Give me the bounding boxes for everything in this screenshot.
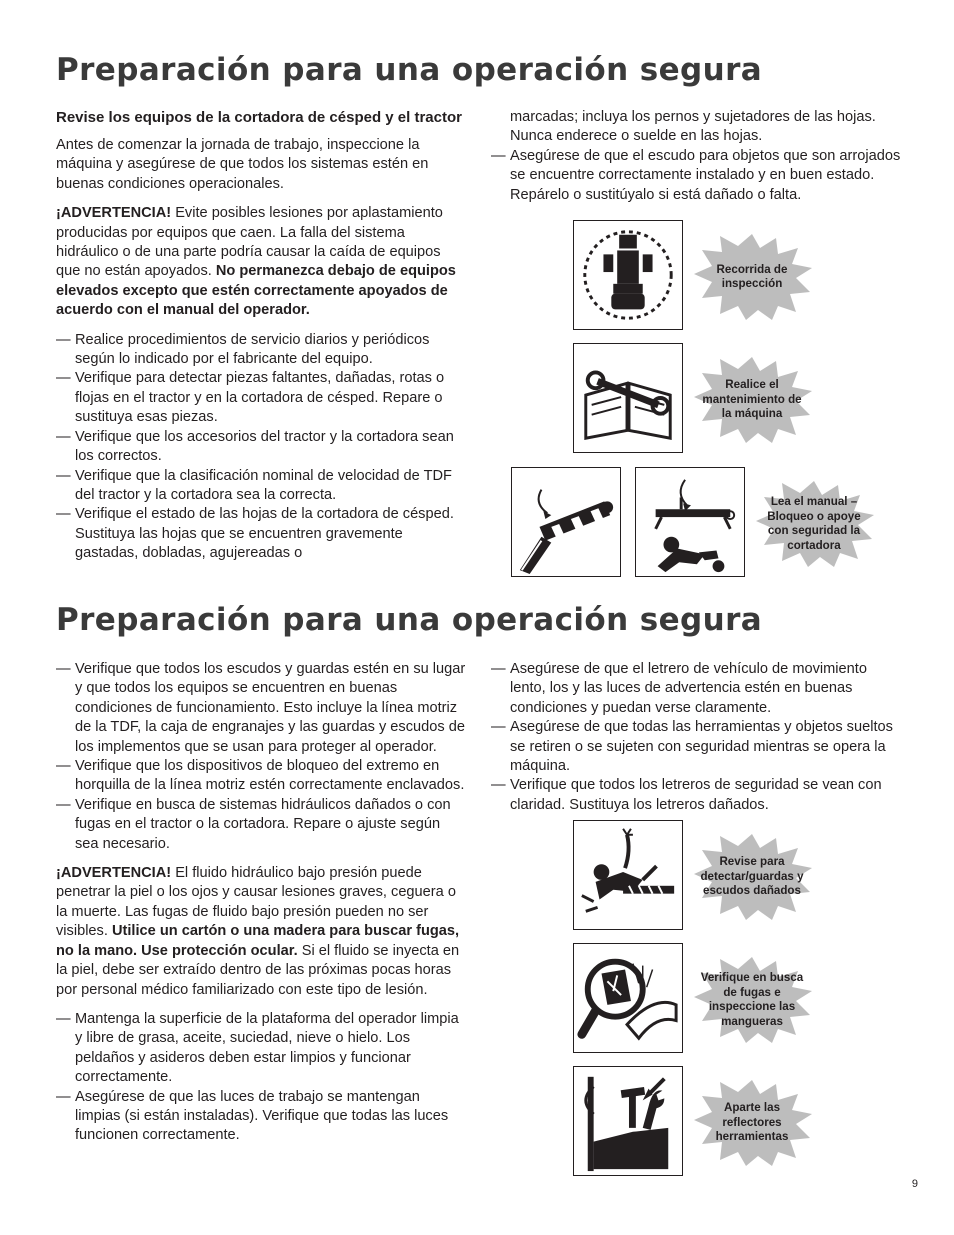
badge-burst	[690, 832, 814, 922]
section2-checklist-a	[56, 660, 466, 854]
badge-text: Verifique en busca de fugas e inspeccione las mangueras	[700, 971, 804, 1028]
list-item: — Mantenga la superficie de la plataforma del operador limpia y libre de grasa, aceite, suciedad, nieve o hielo. Los peldaños y asideros deben estar limpios y funcionar correctamente.	[56, 1010, 466, 1088]
section-title-1: Preparación para una operación segura	[56, 52, 763, 88]
list-item: — Asegúrese de que el escudo para objetos que son arrojados se encuentre correctamente instalado y en buen estado. Repárelo o sustitúyalo si está dañado o falta.	[491, 147, 901, 205]
list-item: — Verifique que los accesorios del tractor y la cortadora sean los correctos.	[56, 428, 466, 467]
list-item: — Verifique para detectar piezas faltantes, dañadas, rotas o flojas en el tractor y en la cortadora de césped. Repare o sustituya esas piezas.	[56, 369, 466, 427]
section1-checklist	[56, 331, 466, 564]
manual-wrench-icon	[573, 343, 683, 453]
section1-intro: Antes de comenzar la jornada de trabajo, inspeccione la máquina y asegúrese de que todos los sistemas estén en buenas condiciones operacionales.	[56, 137, 429, 192]
badge-burst	[690, 232, 814, 322]
section1-left-column	[56, 108, 466, 574]
list-item: — Asegúrese de que el letrero de vehículo de movimiento lento, los y las luces de advertencia estén en buenas condiciones y puedan verse claramente.	[491, 660, 901, 718]
list-item: — Verifique que todos los letreros de seguridad se vean con claridad. Sustituya los letreros dañados.	[491, 776, 901, 815]
list-item: — Verifique que la clasificación nominal de velocidad de TDF del tractor y la cortadora sea la correcta.	[56, 467, 466, 506]
section2-right-list	[491, 660, 901, 815]
badge-burst	[690, 955, 814, 1045]
warning-text: El fluido hidráulico bajo presión puede penetrar la piel o los ojos y causar lesiones graves, ceguera o la muerte. Las fugas de fluido bajo presión pueden no ser visibles.	[56, 865, 456, 940]
warning-label: ¡ADVERTENCIA!	[56, 865, 172, 882]
section2-left-column	[56, 660, 466, 1156]
list-item: — Realice procedimientos de servicio diarios y periódicos según lo indicado por el fabricante del equipo.	[56, 331, 466, 370]
warning-text: Evite posibles lesiones por aplastamiento producidas por equipos que caen. La falla del sistema hidráulico o de una parte podría causar la caída de equipos que no están apoyados.	[56, 205, 443, 280]
section1-heading: Revise los equipos de la cortadora de césped y el tractor	[56, 109, 462, 126]
lockout-support-icon	[511, 467, 621, 577]
badge-text: Aparte las reflectores herramientas	[715, 1101, 789, 1144]
list-item: — Verifique que los dispositivos de bloqueo del extremo en horquilla de la línea motriz estén correctamente enclavados.	[56, 757, 466, 796]
section1-warning	[56, 204, 466, 320]
badge-burst	[690, 1078, 814, 1168]
section-title-2: Preparación para una operación segura	[56, 602, 763, 638]
list-item: — Asegúrese de que las luces de trabajo se mantengan limpias (si están instaladas). Verifique que todas las luces funcionen correctamente.	[56, 1088, 466, 1146]
list-item: — Verifique en busca de sistemas hidráulicos dañados o con fugas en el tractor o la cortadora. Repare o ajuste según sea necesario.	[56, 796, 466, 854]
badge-text: Lea el manual – Bloqueo o apoye con seguridad la cortadora	[767, 495, 861, 552]
inspection-walkaround-icon	[573, 220, 683, 330]
warning-tail-text: Si el fluido se inyecta en la piel, debe ser extraído dentro de las próximas pocas horas por personal médico familiarizado con este tipo de lesión.	[56, 942, 460, 998]
list-item: — Verifique que todos los escudos y guardas estén en su lugar y que todos los equipos se encuentren en buenas condiciones de funcionamiento. Esto incluye la línea motriz de la TDF, la caja de engranajes y las guardas y escudos de los implementos que se usan para proteger al operador.	[56, 660, 466, 757]
warning-bold-text: No permanezca debajo de equipos elevados excepto que estén correctamente apoyados de acuerdo con el manual del operador.	[56, 263, 456, 319]
badge-burst	[690, 355, 814, 445]
entanglement-guard-icon	[573, 820, 683, 930]
badge-burst	[752, 479, 876, 569]
warning-bold-text: Utilice un cartón o una madera para buscar fugas, no la mano. Use protección ocular.	[56, 923, 460, 959]
hydraulic-leak-icon	[573, 943, 683, 1053]
badge-text: Revise para detectar/guardas y escudos dañados	[700, 855, 804, 898]
badge-text: Realice el mantenimiento de la máquina	[702, 378, 802, 421]
loose-tools-icon	[573, 1066, 683, 1176]
section1-right-column	[491, 108, 901, 205]
section2-right-column	[491, 660, 901, 825]
list-item-continuation: marcadas; incluya los pernos y sujetadores de las hojas. Nunca enderece o suelde en las hojas.	[510, 109, 876, 145]
section2-checklist-b	[56, 1010, 466, 1146]
list-item: — Verifique el estado de las hojas de la cortadora de césped. Sustituya las hojas que se encuentren gravemente gastadas, dobladas, agujereadas o	[56, 505, 466, 563]
section1-right-list	[491, 108, 901, 205]
list-item: — Asegúrese de que todas las herramientas y objetos sueltos se retiren o se sujeten con seguridad mientras se opera la máquina.	[491, 718, 901, 776]
page-number: 9	[911, 1178, 918, 1190]
warning-label: ¡ADVERTENCIA!	[56, 205, 172, 222]
lockout-support-icon	[635, 467, 745, 577]
section2-warning	[56, 864, 466, 1000]
badge-text: Recorrida de inspección	[716, 262, 788, 290]
